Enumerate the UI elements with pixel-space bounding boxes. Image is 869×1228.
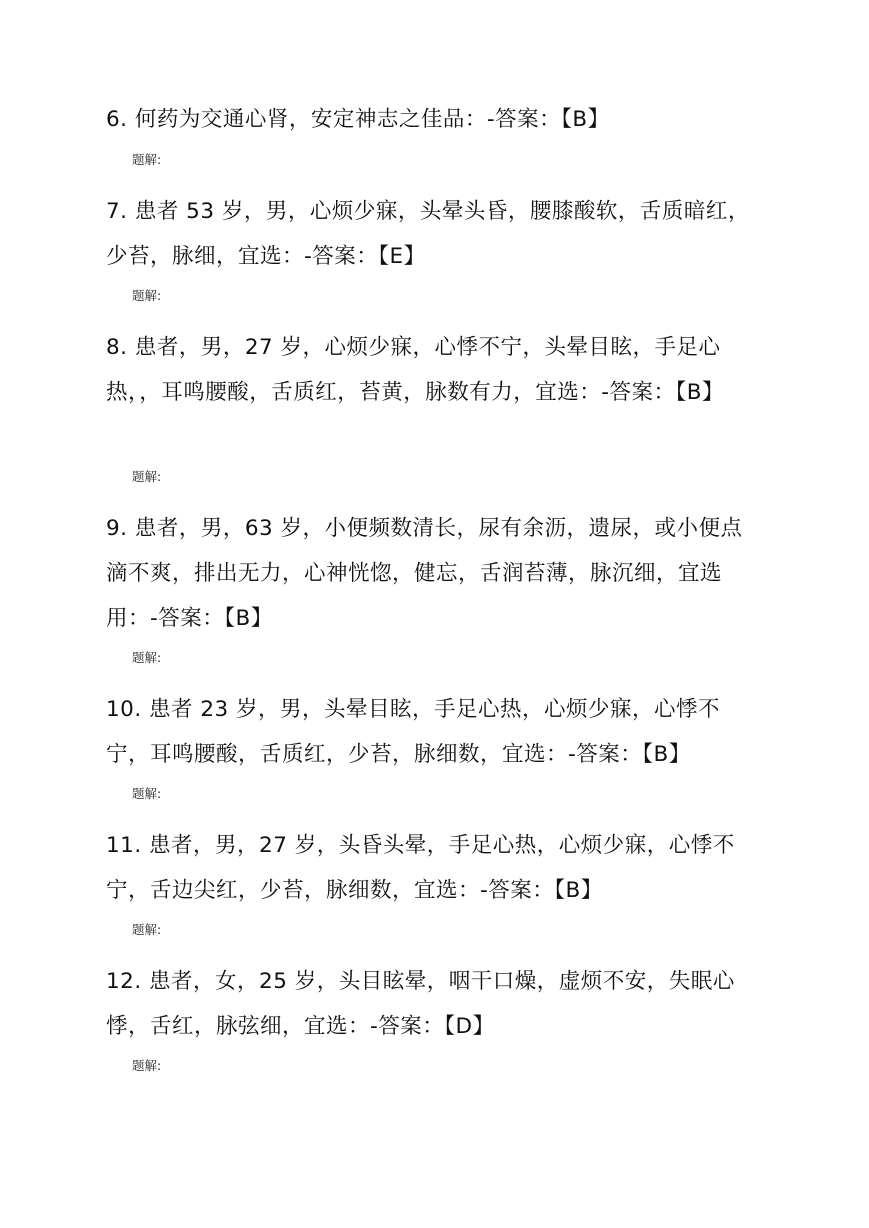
question-7-explanation-label: 题解: bbox=[132, 288, 162, 303]
question-11: 11. 患者，男，27 岁，头昏头晕，手足心热，心烦少寐，心悸不宁，舌边尖红，少苔，脉细数，宜选：-答案：【B】 bbox=[106, 833, 735, 903]
question-8: 8. 患者，男，27 岁，心烦少寐，心悸不宁，头晕目眩，手足心热，，耳鸣腰酸，舌质红，苔黄，脉数有力，宜选：-答案：【B】 bbox=[106, 335, 725, 405]
question-9: 9. 患者，男，63 岁，小便频数清长，尿有余沥，遗尿，或小便点滴不爽，排出无力，心神恍惚，健忘，舌润苔薄，脉沉细，宜选用：-答案：【B】 bbox=[106, 516, 743, 631]
question-11-explanation-label: 题解: bbox=[132, 922, 162, 937]
question-12: 12. 患者，女，25 岁，头目眩晕，咽干口燥，虚烦不安，失眠心悸，舌红，脉弦细，宜选：-答案：【D】 bbox=[106, 969, 735, 1039]
question-9-explanation-label: 题解: bbox=[132, 650, 162, 665]
question-8-explanation-label: 题解: bbox=[132, 469, 162, 484]
question-12-explanation-label: 题解: bbox=[132, 1058, 162, 1073]
question-6: 6. 何药为交通心肾，安定神志之佳品：-答案：【B】 bbox=[106, 107, 610, 132]
question-7: 7. 患者 53 岁，男，心烦少寐，头晕头昏，腰膝酸软，舌质暗红，少苔，脉细，宜选：-答案：【E】 bbox=[106, 199, 750, 269]
question-6-explanation-label: 题解: bbox=[132, 152, 162, 167]
question-10: 10. 患者 23 岁，男，头晕目眩，手足心热，心烦少寐，心悸不宁，耳鸣腰酸，舌质红，少苔，脉细数，宜选：-答案：【B】 bbox=[106, 697, 721, 767]
question-10-explanation-label: 题解: bbox=[132, 786, 162, 801]
